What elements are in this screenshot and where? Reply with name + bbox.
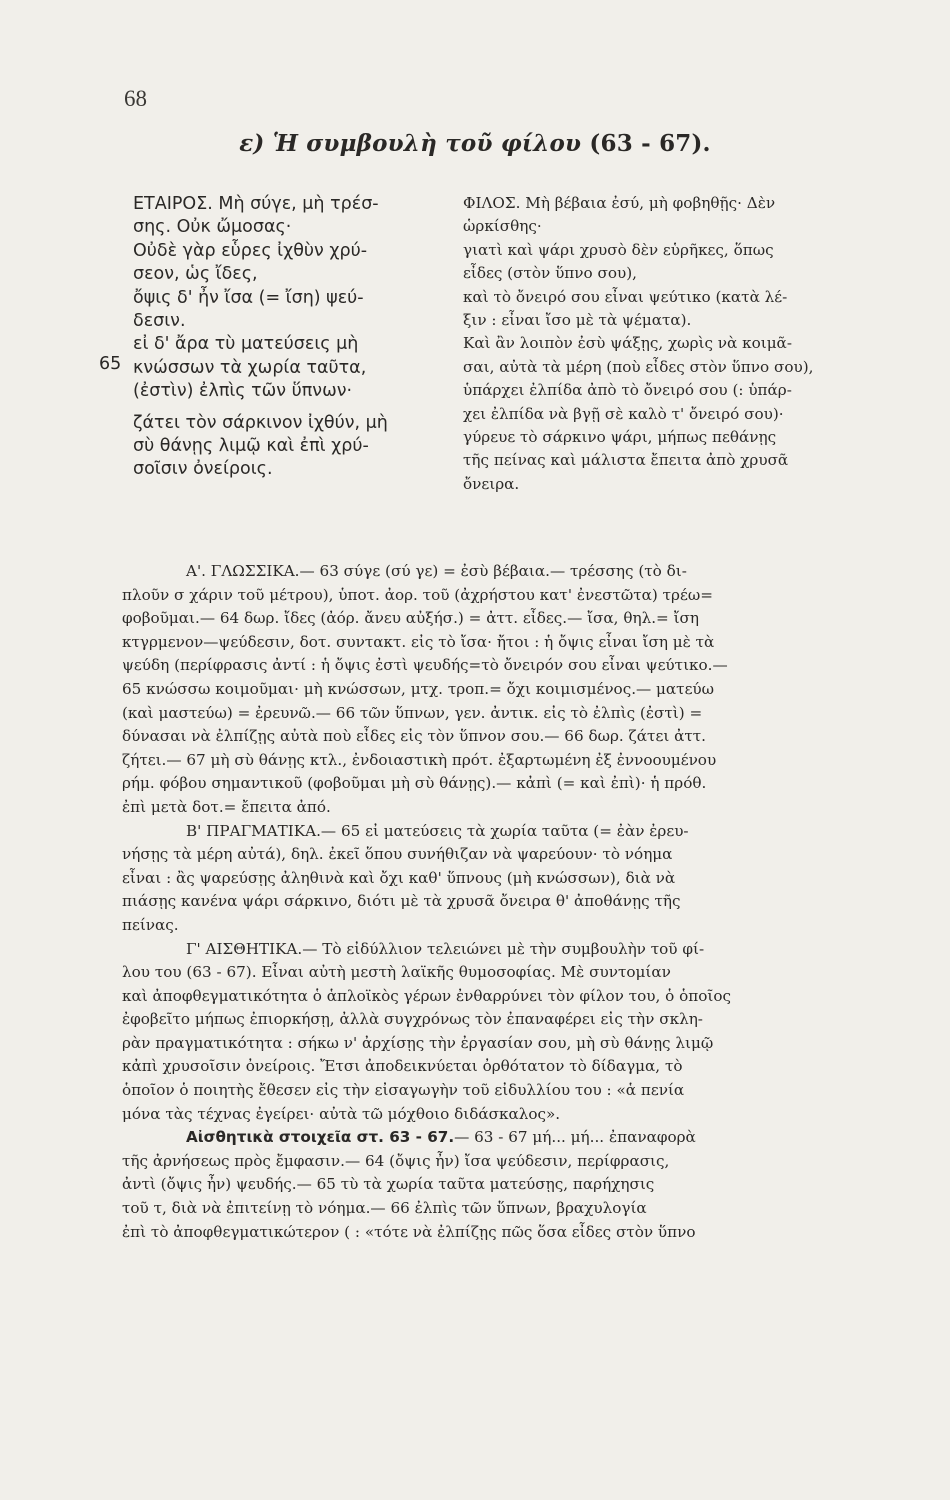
note-line: τῆς ἀρνήσεως πρὸς ἔμφασιν.— 64 (ὄψις ἦν) ἴσα ψεύδεσιν, περίφρασις, xyxy=(122,1151,670,1170)
translation-line: ὄνειρα. xyxy=(463,474,520,493)
pragmatika-section xyxy=(122,820,908,938)
line-number-marker: 65 xyxy=(99,354,122,374)
translation-line: Καὶ ἂν λοιπὸν ἐσὺ ψάξῃς, χωρὶς νὰ κοιμᾶ- xyxy=(463,334,792,353)
note-line: ἐφοβεῖτο μήπως ἐπιορκήσῃ, ἀλλὰ συγχρόνως τὸν ἐπαναφέρει εἰς τὴν σκλη- xyxy=(122,1010,703,1029)
note-line: ἀντὶ (ὄψις ἦν) ψευδής.— 65 τὺ τὰ χωρία ταῦτα ματεύσῃς, παρήχησις xyxy=(122,1175,655,1194)
note-line: λου του (63 - 67). Εἶναι αὐτὴ μεστὴ λαϊκῆς θυμοσοφίας. Μὲ συντομίαν xyxy=(122,963,671,982)
translation-line: ὑπάρχει ἐλπίδα ἀπὸ τὸ ὄνειρό σου (: ὑπάρ- xyxy=(463,381,792,400)
note-line: τοῦ τ, διὰ νὰ ἐπιτείνῃ τὸ νόημα.— 66 ἐλπὶς τῶν ὕπνων, βραχυλογία xyxy=(122,1199,647,1218)
note-line: ἐπὶ μετὰ δοτ.= ἔπειτα ἀπό. xyxy=(122,797,331,816)
translation-line: γιατὶ καὶ ψάρι χρυσὸ δὲν εὑρῆκες, ὅπως xyxy=(463,240,774,259)
commentary xyxy=(122,560,908,1244)
stoixeia-section xyxy=(122,1126,908,1244)
note-line: πιάσῃς κανένα ψάρι σάρκινο, διότι μὲ τὰ χρυσᾶ ὄνειρα θ' ἀποθάνῃς τῆς xyxy=(122,892,681,911)
note-line: κτγρμενον—ψεύδεσιν, δοτ. συντακτ. εἰς τὸ ἴσα· ἤτοι : ἡ ὄψις εἶναι ἴση μὲ τὰ xyxy=(122,632,715,651)
poem-line: δεσιν. xyxy=(133,311,186,332)
poem-line: ζάτει τὸν σάρκινον ἰχθύν, μὴ xyxy=(133,412,388,433)
translation-line: ΦΙΛΟΣ. Μὴ βέβαια ἐσύ, μὴ φοβηθῇς· Δὲν xyxy=(463,194,776,212)
note-line: (καὶ μαστεύω) = ἐρευνῶ.— 66 τῶν ὕπνων, γεν. ἀντικ. εἰς τὸ ἐλπὶς (ἐστὶ) = xyxy=(122,703,703,722)
note-line: ρήμ. φόβου σημαντικοῦ (φοβοῦμαι μὴ σὺ θάνῃς).— κἀπὶ (= καὶ ἐπὶ)· ἡ πρόθ. xyxy=(122,774,707,793)
poem-line: (ἐστὶν) ἐλπὶς τῶν ὕπνων· xyxy=(133,381,353,402)
poem-column xyxy=(133,193,443,482)
poem-line: σοῖσιν ὀνείροις. xyxy=(133,459,273,480)
translation-column xyxy=(463,192,908,496)
poem-line: σὺ θάνῃς λιμῷ καὶ ἐπὶ χρύ- xyxy=(133,436,369,457)
poem-line: ὄψις δ' ἦν ἴσα (= ἴση) ψεύ- xyxy=(133,287,364,308)
aisthitika-section xyxy=(122,938,908,1127)
translation-line: χει ἐλπίδα νὰ βγῇ σὲ καλὸ τ' ὄνειρό σου)· xyxy=(463,404,784,423)
poem-line: Οὐδὲ γὰρ εὗρες ἰχθὺν χρύ- xyxy=(133,240,368,261)
section-title-text: ε) Ἡ συμβουλὴ τοῦ φίλου xyxy=(239,130,582,157)
translation-line: ὡρκίσθης· xyxy=(463,217,542,236)
note-line: νήσῃς τὰ μέρη αὐτά), δηλ. ἐκεῖ ὅπου συνήθιζαν νὰ ψαρεύουν· τὸ νόημα xyxy=(122,845,673,864)
note-line: ἐπὶ τὸ ἀποφθεγματικώτερον ( : «τότε νὰ ἐλπίζῃς πῶς ὅσα εἶδες στὸν ὕπνο xyxy=(122,1222,696,1241)
stoixeia-heading: Αἰσθητικὰ στοιχεῖα στ. 63 - 67. xyxy=(186,1128,455,1147)
poem-line: ΕΤΑΙΡΟΣ. Μὴ σύγε, μὴ τρέσ- xyxy=(133,194,379,214)
glossika-section xyxy=(122,560,908,820)
translation-line: ξιν : εἶναι ἴσο μὲ τὰ ψέματα). xyxy=(463,311,692,330)
note-line: καὶ ἀποφθεγματικότητα ὁ ἁπλοϊκὸς γέρων ἐνθαρρύνει τὸν φίλον του, ὁ ὁποῖος xyxy=(122,986,732,1005)
note-line: Α'. ΓΛΩΣΣΙΚΑ.— 63 σύγε (σύ γε) = ἐσὺ βέβαια.— τρέσσης (τὸ δι- xyxy=(186,562,687,580)
note-line: ὁποῖον ὁ ποιητὴς ἔθεσεν εἰς τὴν εἰσαγωγὴν τοῦ εἰδυλλίου του : «ἁ πενία xyxy=(122,1081,685,1100)
note-line: εἶναι : ἂς ψαρεύσῃς ἀληθινὰ καὶ ὄχι καθ' ὕπνους (μὴ κνώσσων), διὰ νὰ xyxy=(122,868,676,887)
page-number: 68 xyxy=(124,86,147,111)
note-line xyxy=(122,1126,908,1150)
note-line: κἀπὶ χρυσοῖσιν ὀνείροις. Ἔτσι ἀποδεικνύεται ὀρθότατον τὸ δίδαγμα, τὸ xyxy=(122,1057,683,1076)
poem-line: σεον, ὡς ἴδες, xyxy=(133,264,258,285)
section-title-range: (63 - 67). xyxy=(589,130,711,157)
section-title xyxy=(0,130,950,157)
note-line: δύνασαι νὰ ἐλπίζῃς αὐτὰ ποὺ εἶδες εἰς τὸν ὕπνον σου.— 66 δωρ. ζάτει ἀττ. xyxy=(122,727,706,746)
note-line: Γ' ΑΙΣΘΗΤΙΚΑ.— Τὸ εἰδύλλιον τελειώνει μὲ τὴν συμβουλὴν τοῦ φί- xyxy=(186,939,705,958)
stoixeia-first-line: — 63 - 67 μή... μή... ἐπαναφορὰ xyxy=(454,1128,696,1147)
translation-line: τῆς πείνας καὶ μάλιστα ἔπειτα ἀπὸ χρυσᾶ xyxy=(463,451,789,470)
note-line: ρὰν πραγματικότητα : σήκω ν' ἀρχίσῃς τὴν ἐργασίαν σου, μὴ σὺ θάνῃς λιμῷ xyxy=(122,1033,714,1052)
translation-line: καὶ τὸ ὄνειρό σου εἶναι ψεύτικο (κατὰ λέ- xyxy=(463,287,788,306)
note-line: ψεύδη (περίφρασις ἀντί : ἡ ὄψις ἐστὶ ψευδής=τὸ ὄνειρόν σου εἶναι ψεύτικο.— xyxy=(122,656,728,675)
translation-line: γύρευε τὸ σάρκινο ψάρι, μήπως πεθάνῃς xyxy=(463,428,777,447)
translation-line: εἶδες (στὸν ὕπνο σου), xyxy=(463,264,637,283)
poem-line: εἰ δ' ἄρα τὺ ματεύσεις μὴ xyxy=(133,334,359,355)
note-line: φοβοῦμαι.— 64 δωρ. ἴδες (ἀόρ. ἄνευ αὐξήσ.) = ἀττ. εἶδες.— ἴσα, θηλ.= ἴση xyxy=(122,609,700,628)
note-line: μόνα τὰς τέχνας ἐγείρει· αὐτὰ τῶ μόχθοιο διδάσκαλος». xyxy=(122,1104,561,1123)
poem-line: σης. Οὐκ ὤμοσας· xyxy=(133,217,292,238)
note-line: πείνας. xyxy=(122,915,179,934)
note-line: Β' ΠΡΑΓΜΑΤΙΚΑ.— 65 εἰ ματεύσεις τὰ χωρία ταῦτα (= ἐὰν ἐρευ- xyxy=(186,821,689,840)
translation-line: σαι, αὐτὰ τὰ μέρη (ποὺ εἶδες στὸν ὕπνο σου), xyxy=(463,357,814,376)
note-line: ζήτει.— 67 μὴ σὺ θάνῃς κτλ., ἐνδοιαστικὴ πρότ. ἐξαρτωμένη ἐξ ἐννοουμένου xyxy=(122,750,717,769)
note-line: 65 κνώσσω κοιμοῦμαι· μὴ κνώσσων, μτχ. τροπ.= ὄχι κοιμισμένος.— ματεύω xyxy=(122,679,715,698)
poem-line: κνώσσων τὰ χωρία ταῦτα, xyxy=(133,357,367,378)
note-line: πλοῦν σ χάριν τοῦ μέτρου), ὑποτ. ἀορ. τοῦ (ἀχρήστου κατ' ἐνεστῶτα) τρέω= xyxy=(122,585,713,604)
